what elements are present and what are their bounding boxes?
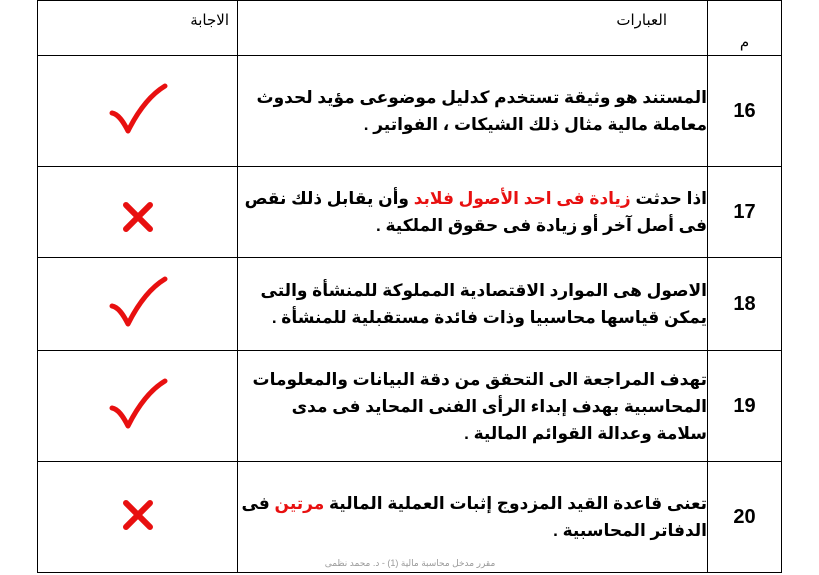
statement-part: وأن يقابل ذلك نقص فى أصل آخر أو زيادة فى حقوق الملكية . (244, 189, 707, 235)
table-header-row (38, 1, 782, 56)
statement-text (238, 258, 708, 351)
table-row (38, 258, 782, 351)
answer-cell (38, 462, 238, 573)
header-statements: العبارات (238, 1, 708, 56)
statement-part: الاصول هى الموارد الاقتصادية المملوكة للمنشأة والتى يمكن قياسها محاسبيا وذات فائدة مستقبلية للمنشأة . (260, 281, 707, 327)
answer-cell (38, 167, 238, 258)
statement-text (238, 351, 708, 462)
answer-cell (38, 351, 238, 462)
table-row (38, 56, 782, 167)
table-row (38, 351, 782, 462)
answer-cell (38, 56, 238, 167)
check-icon (108, 83, 168, 135)
statement-highlight: زيادة فى احد الأصول فلابد (413, 189, 631, 208)
header-answer: الاجابة (38, 1, 238, 56)
answer-cell (38, 258, 238, 351)
statement-part: تعنى قاعدة القيد المزدوج إثبات العملية المالية (324, 494, 707, 513)
statement-text (238, 167, 708, 258)
check-icon (108, 378, 168, 430)
cross-icon (121, 498, 155, 532)
row-number: 18 (708, 258, 782, 351)
statement-highlight: مرتين (274, 494, 325, 513)
row-number: 20 (708, 462, 782, 573)
statement-part: فى الدفاتر المحاسبية . (241, 494, 707, 540)
statement-part: المستند هو وثيقة تستخدم كدليل موضوعى مؤيد لحدوث معاملة مالية مثال ذلك الشيكات ، الفواتير . (256, 88, 707, 134)
cross-icon (121, 200, 155, 234)
row-number: 16 (708, 56, 782, 167)
table-row (38, 167, 782, 258)
row-number: 17 (708, 167, 782, 258)
table-row (38, 462, 782, 573)
footer-note: مقرر مدخل محاسبة مالية (1) - د. محمد نظمى (324, 558, 496, 568)
question-table (37, 0, 782, 573)
statement-part: تهدف المراجعة الى التحقق من دقة البيانات والمعلومات المحاسبية بهدف إبداء الرأى الفنى المحايد فى مدى سلامة وعدالة القوائم المالية . (252, 369, 707, 443)
statement-text (238, 462, 708, 573)
row-number: 19 (708, 351, 782, 462)
check-icon (108, 276, 168, 328)
statement-part: اذا حدثت (630, 189, 707, 208)
header-number: م (708, 1, 782, 56)
statement-text (238, 56, 708, 167)
